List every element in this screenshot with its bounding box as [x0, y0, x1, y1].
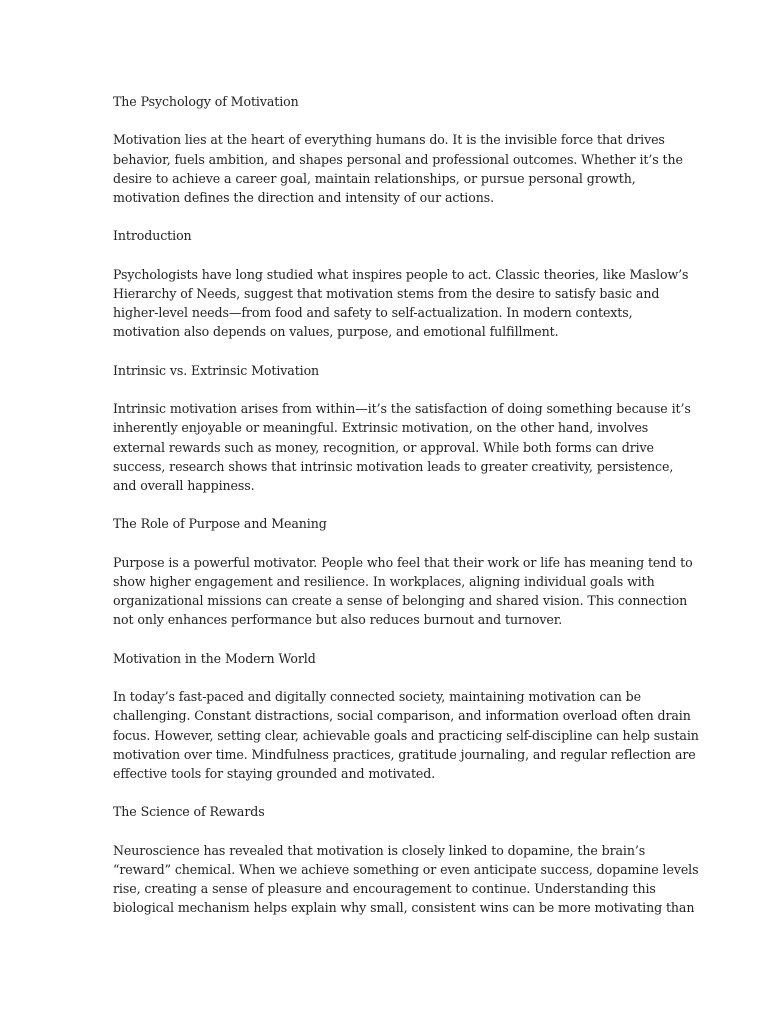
section-heading-introduction: Introduction — [113, 228, 192, 244]
paragraph-line: motivation defines the direction and intensity of our actions. — [113, 190, 494, 205]
paragraph-line: organizational missions can create a sense of belonging and shared vision. This connection — [113, 593, 688, 609]
section-paragraph-introduction — [113, 265, 689, 342]
paragraph-line: and overall happiness. — [113, 477, 255, 493]
paragraph-line: In today’s fast-paced and digitally connected society, maintaining motivation can be — [113, 689, 641, 705]
section-heading-intrinsic-extrinsic: Intrinsic vs. Extrinsic Motivation — [113, 362, 320, 378]
paragraph-line: focus. However, setting clear, achievable goals and practicing self-discipline can help sustain — [113, 727, 699, 743]
document-title: The Psychology of Motivation — [113, 94, 299, 109]
paragraph-line: Hierarchy of Needs, suggest that motivation stems from the desire to satisfy basic and — [113, 285, 660, 301]
paragraph-line: rise, creating a sense of pleasure and encouragement to continue. Understanding this — [113, 881, 656, 897]
paragraph-line: higher-level needs—from food and safety to self-actualization. In modern contexts, — [113, 305, 633, 321]
paragraph-line: Psychologists have long studied what inspires people to act. Classic theories, like Maslow’s — [113, 266, 689, 282]
paragraph-line: motivation over time. Mindfulness practices, gratitude journaling, and regular reflection are — [113, 746, 696, 762]
section-paragraph-modern-world — [113, 687, 699, 783]
paragraph-line: external rewards such as money, recognition, or approval. While both forms can drive — [113, 439, 654, 455]
paragraph-line: effective tools for staying grounded and motivated. — [113, 765, 436, 781]
paragraph-line: biological mechanism helps explain why small, consistent wins can be more motivating than — [113, 900, 695, 916]
paragraph-line: “reward” chemical. When we achieve something or even anticipate success, dopamine levels — [113, 861, 699, 877]
paragraph-line: show higher engagement and resilience. In workplaces, aligning individual goals with — [113, 573, 655, 589]
section-heading-purpose-meaning: The Role of Purpose and Meaning — [113, 516, 327, 532]
paragraph-line: Neuroscience has revealed that motivation is closely linked to dopamine, the brain’s — [113, 842, 646, 858]
paragraph-line: desire to achieve a career goal, maintain relationships, or pursue personal growth, — [113, 170, 636, 186]
paragraph-line: not only enhances performance but also reduces burnout and turnover. — [113, 612, 563, 628]
section-paragraph-purpose-meaning — [113, 553, 693, 630]
paragraph-line: motivation also depends on values, purpose, and emotional fulfillment. — [113, 324, 559, 340]
section-paragraph-science-of-rewards — [113, 841, 699, 918]
intro-paragraph — [113, 130, 683, 207]
paragraph-line: Purpose is a powerful motivator. People who feel that their work or life has meaning tend to — [113, 554, 693, 570]
paragraph-line: success, research shows that intrinsic motivation leads to greater creativity, persistence, — [113, 458, 674, 474]
paragraph-line: Intrinsic motivation arises from within—it’s the satisfaction of doing something because it’s — [113, 401, 691, 417]
section-heading-modern-world: Motivation in the Modern World — [113, 650, 316, 666]
paragraph-line: behavior, fuels ambition, and shapes personal and professional outcomes. Whether it’s the — [113, 151, 683, 167]
document-body — [113, 92, 699, 937]
section-paragraph-intrinsic-extrinsic — [113, 399, 691, 495]
paragraph-line: Motivation lies at the heart of everything humans do. It is the invisible force that drives — [113, 132, 665, 148]
section-heading-science-of-rewards: The Science of Rewards — [113, 804, 265, 820]
paragraph-line: challenging. Constant distractions, social comparison, and information overload often drain — [113, 708, 691, 724]
paragraph-line: inherently enjoyable or meaningful. Extrinsic motivation, on the other hand, involves — [113, 420, 649, 436]
